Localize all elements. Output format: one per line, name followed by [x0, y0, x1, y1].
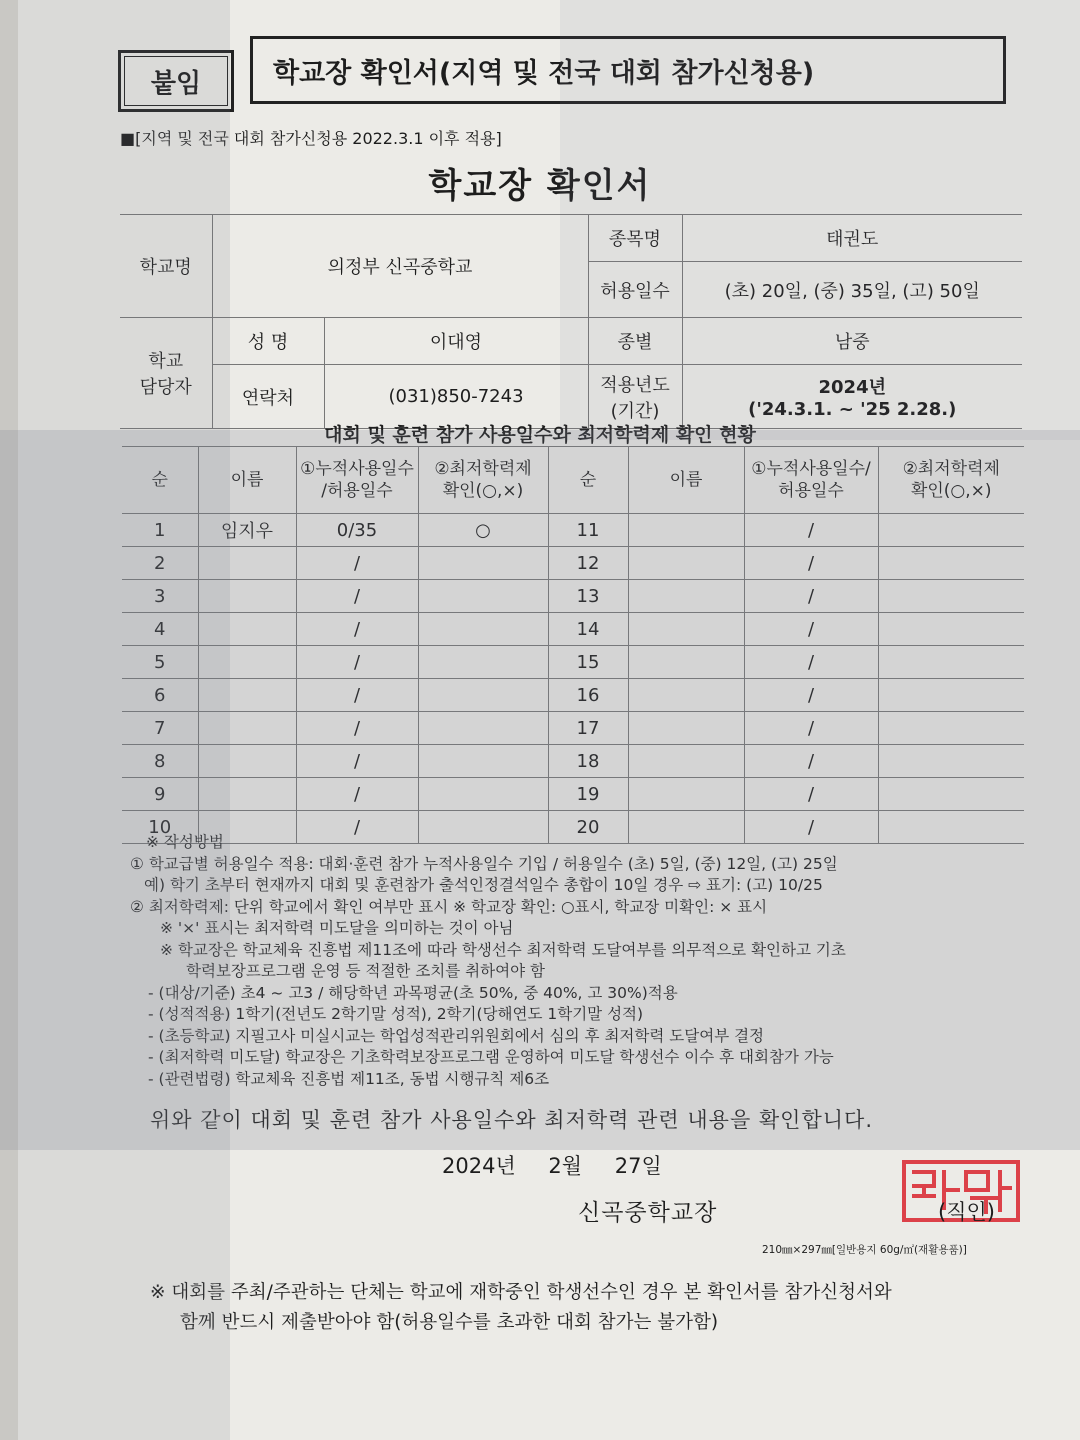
- year-value-line1: 2024년: [818, 377, 886, 398]
- event-label: 종목명: [588, 215, 682, 262]
- principal-title: 신곡중학교장: [578, 1200, 718, 1226]
- col-days-left-line2: /허용일수: [321, 481, 393, 501]
- document-header: [118, 36, 988, 108]
- seal-mark-label: (직인): [938, 1200, 995, 1224]
- row-days-cell: /: [744, 712, 878, 745]
- row-name-cell: [628, 613, 744, 646]
- attachment-tag-label: 붙임: [150, 68, 202, 99]
- instruction-line: - (대상/기준) 초4 ~ 고3 / 해당학년 과목평균(초 50%, 중 40%, 고 30%)적용: [148, 983, 678, 1002]
- row-no-cell: 15: [548, 646, 628, 679]
- row-check-cell: [418, 646, 548, 679]
- instructions: [130, 832, 1030, 1090]
- staff-label: [120, 318, 212, 429]
- col-check-left: [418, 447, 548, 514]
- type-label: 종별: [588, 318, 682, 365]
- row-check-cell: [878, 547, 1024, 580]
- row-no-cell: 7: [122, 712, 198, 745]
- row-days-cell: /: [744, 745, 878, 778]
- year-label: [588, 365, 682, 429]
- row-check-cell: [878, 778, 1024, 811]
- row-check-cell: [418, 745, 548, 778]
- school-info-table: [120, 214, 1022, 429]
- date-month: 2월: [548, 1154, 583, 1178]
- event-value: 태권도: [682, 215, 1022, 262]
- footnote-line1: ※ 대회를 주최/주관하는 단체는 학교에 재학중인 학생선수인 경우 본 확인서를 참가신청서와: [150, 1282, 892, 1303]
- row-check-cell: [878, 580, 1024, 613]
- usage-table: [122, 446, 1024, 844]
- row-name-cell: [198, 778, 296, 811]
- allowed-days-value: (초) 20일, (중) 35일, (고) 50일: [682, 262, 1022, 318]
- row-days-cell: /: [296, 580, 418, 613]
- name-value: 이대영: [324, 318, 588, 365]
- col-days-right-line2: 허용일수: [778, 481, 844, 501]
- name-label: 성 명: [212, 318, 324, 365]
- page-title: 학교장 확인서: [428, 166, 652, 206]
- staff-label-line2: 담당자: [139, 377, 192, 398]
- instruction-line: 학력보장프로그램 운영 등 적절한 조치를 취하여야 함: [186, 962, 545, 980]
- row-check-cell: [418, 778, 548, 811]
- row-name-cell: [628, 580, 744, 613]
- year-value: [682, 365, 1022, 429]
- row-check-cell: [418, 613, 548, 646]
- row-name-cell: [628, 514, 744, 547]
- instruction-line: ① 학교급별 허용일수 적용: 대회·훈련 참가 누적사용일수 기입 / 허용일수 (초) 5일, (중) 12일, (고) 25일: [130, 854, 838, 873]
- row-no-cell: 18: [548, 745, 628, 778]
- col-check-left-line1: ②최저학력제: [434, 459, 532, 479]
- header-title-box: [250, 36, 1006, 104]
- table-row: [122, 514, 1024, 547]
- row-days-cell: /: [744, 580, 878, 613]
- row-days-cell: /: [296, 613, 418, 646]
- row-check-cell: [878, 712, 1024, 745]
- table-row: [122, 547, 1024, 580]
- table-row: [122, 679, 1024, 712]
- school-label: 학교명: [120, 215, 212, 318]
- instruction-line: - (초등학교) 지필고사 미실시교는 학업성적관리위원회에서 심의 후 최저학력 도달여부 결정: [148, 1026, 765, 1045]
- instruction-line: ※ 학교장은 학교체육 진흥법 제11조에 따라 학생선수 최저학력 도달여부를 의무적으로 확인하고 기초: [160, 940, 846, 959]
- row-no-cell: 8: [122, 745, 198, 778]
- row-check-cell: [418, 679, 548, 712]
- row-days-cell: 0/35: [296, 514, 418, 547]
- row-check-cell: [418, 580, 548, 613]
- row-days-cell: /: [296, 712, 418, 745]
- row-check-cell: [878, 613, 1024, 646]
- col-check-right-line1: ②최저학력제: [902, 459, 1000, 479]
- row-name-cell: [198, 712, 296, 745]
- row-days-cell: /: [744, 613, 878, 646]
- row-name-cell: [198, 547, 296, 580]
- col-days-left: [296, 447, 418, 514]
- school-value: 의정부 신곡중학교: [212, 215, 588, 318]
- col-no-left: 순: [122, 447, 198, 514]
- signature-date: [442, 1150, 662, 1180]
- confirmation-statement: 위와 같이 대회 및 훈련 참가 사용일수와 최저학력 관련 내용을 확인합니다.: [150, 1108, 874, 1132]
- table-row: [122, 745, 1024, 778]
- row-no-cell: 3: [122, 580, 198, 613]
- instruction-line: ※ 작성방법: [146, 833, 224, 851]
- row-name-cell: [628, 712, 744, 745]
- date-year: 2024년: [442, 1154, 516, 1178]
- date-day: 27일: [614, 1154, 662, 1178]
- row-days-cell: /: [296, 745, 418, 778]
- row-name-cell: [198, 745, 296, 778]
- row-check-cell: [878, 514, 1024, 547]
- row-name-cell: [198, 646, 296, 679]
- row-days-cell: /: [296, 778, 418, 811]
- instruction-line: ② 최저학력제: 단위 학교에서 확인 여부만 표시 ※ 학교장 확인: ○표시, 학교장 미확인: × 표시: [130, 897, 768, 916]
- row-no-cell: 4: [122, 613, 198, 646]
- row-name-cell: [628, 778, 744, 811]
- row-no-cell: 12: [548, 547, 628, 580]
- row-name-cell: [628, 745, 744, 778]
- row-name-cell: [628, 679, 744, 712]
- row-days-cell: /: [744, 811, 878, 844]
- type-value: 남중: [682, 318, 1022, 365]
- row-days-cell: /: [296, 811, 418, 844]
- col-days-right-line1: ①누적사용일수/: [751, 459, 871, 479]
- row-no-cell: 5: [122, 646, 198, 679]
- instruction-line: - (성적적용) 1학기(전년도 2학기말 성적), 2학기(당해연도 1학기말 성적): [148, 1005, 644, 1023]
- staff-label-line1: 학교: [148, 351, 184, 372]
- applicability-note: ■[지역 및 전국 대회 참가신청용 2022.3.1 이후 적용]: [120, 129, 502, 148]
- table-row: [122, 580, 1024, 613]
- col-name-left: 이름: [198, 447, 296, 514]
- contact-label: 연락처: [212, 365, 324, 429]
- row-days-cell: /: [744, 514, 878, 547]
- row-no-cell: 14: [548, 613, 628, 646]
- row-name-cell: [628, 646, 744, 679]
- footnote-line2: 함께 반드시 제출받아야 함(허용일수를 초과한 대회 참가는 불가함): [180, 1312, 719, 1333]
- year-label-line1: 적용년도: [600, 374, 670, 396]
- row-check-cell: ○: [418, 514, 548, 547]
- instruction-line: 예) 학기 초부터 현재까지 대회 및 훈련참가 출석인정결석일수 총합이 10일 경우 ⇨ 표기: (고) 10/25: [144, 876, 823, 894]
- row-name-cell: 임지우: [198, 514, 296, 547]
- col-days-left-line1: ①누적사용일수: [300, 459, 414, 479]
- row-check-cell: [418, 712, 548, 745]
- row-days-cell: /: [744, 679, 878, 712]
- instruction-line: - (최저학력 미도달) 학교장은 기초학력보장프로그램 운영하여 미도달 학생선수 이수 후 대회참가 가능: [148, 1048, 834, 1066]
- row-no-cell: 6: [122, 679, 198, 712]
- instruction-line: ※ '×' 표시는 최저학력 미도달을 의미하는 것이 아님: [160, 919, 514, 937]
- year-value-line2: ('24.3.1. ~ '25 2.28.): [748, 399, 957, 420]
- usage-table-body: [122, 514, 1024, 844]
- col-days-right: [744, 447, 878, 514]
- row-no-cell: 20: [548, 811, 628, 844]
- row-days-cell: /: [296, 679, 418, 712]
- row-no-cell: 10: [122, 811, 198, 844]
- row-days-cell: /: [296, 646, 418, 679]
- row-no-cell: 1: [122, 514, 198, 547]
- attachment-tag: [118, 50, 234, 112]
- row-no-cell: 16: [548, 679, 628, 712]
- row-no-cell: 19: [548, 778, 628, 811]
- row-no-cell: 9: [122, 778, 198, 811]
- header-title: 학교장 확인서(지역 및 전국 대회 참가신청용): [273, 57, 815, 89]
- year-label-line2: (기간): [610, 400, 660, 422]
- row-days-cell: /: [744, 778, 878, 811]
- col-check-right: [878, 447, 1024, 514]
- row-days-cell: /: [296, 547, 418, 580]
- usage-section-title: 대회 및 훈련 참가 사용일수와 최저학력제 확인 현황: [324, 424, 756, 446]
- col-no-right: 순: [548, 447, 628, 514]
- col-check-left-line2: 확인(○,×): [442, 481, 524, 501]
- row-name-cell: [198, 580, 296, 613]
- row-check-cell: [418, 547, 548, 580]
- row-days-cell: /: [744, 547, 878, 580]
- row-no-cell: 11: [548, 514, 628, 547]
- table-row: [122, 778, 1024, 811]
- instruction-line: - (관련법령) 학교체육 진흥법 제11조, 동법 시행규칙 제6조: [148, 1069, 550, 1088]
- submission-footnote: [150, 1278, 1030, 1338]
- contact-value: (031)850-7243: [324, 365, 588, 429]
- row-days-cell: /: [744, 646, 878, 679]
- col-name-right: 이름: [628, 447, 744, 514]
- row-name-cell: [198, 679, 296, 712]
- col-check-right-line2: 확인(○,×): [910, 481, 992, 501]
- row-check-cell: [878, 745, 1024, 778]
- table-row: [122, 613, 1024, 646]
- row-name-cell: [198, 613, 296, 646]
- table-row: [122, 646, 1024, 679]
- paper-size-note: 210㎜×297㎜[일반용지 60g/㎡(재활용품)]: [762, 1244, 967, 1256]
- row-check-cell: [878, 646, 1024, 679]
- table-row: [122, 712, 1024, 745]
- row-no-cell: 13: [548, 580, 628, 613]
- row-name-cell: [628, 547, 744, 580]
- row-no-cell: 2: [122, 547, 198, 580]
- row-no-cell: 17: [548, 712, 628, 745]
- row-check-cell: [878, 679, 1024, 712]
- allowed-days-label: 허용일수: [588, 262, 682, 318]
